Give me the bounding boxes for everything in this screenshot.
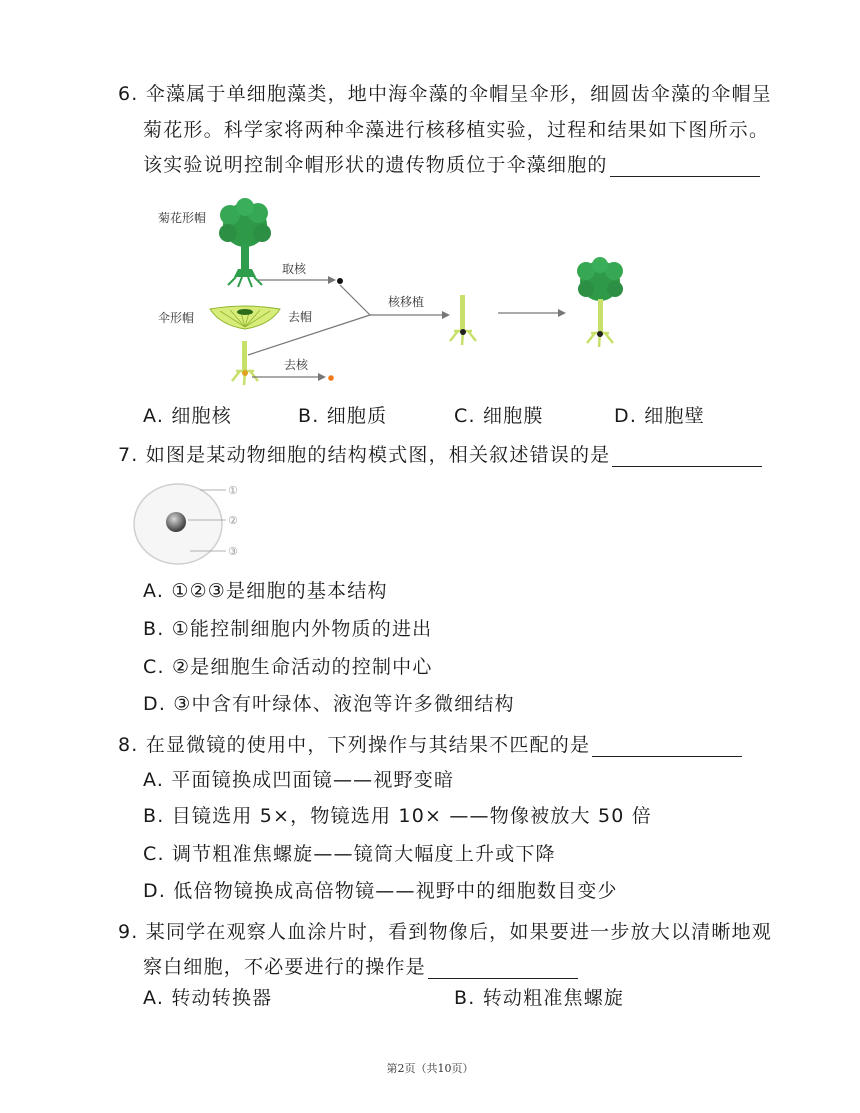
nucleus-dot-black bbox=[337, 278, 343, 284]
q8-answer-blank[interactable] bbox=[592, 736, 742, 757]
label-chrysanthemum-cap: 菊花形帽 bbox=[158, 211, 207, 225]
q7-figure-animal-cell bbox=[130, 474, 260, 574]
q6-answer-blank[interactable] bbox=[610, 156, 760, 177]
q8-option-d[interactable]: D. 低倍物镜换成高倍物镜——视野中的细胞数目变少 bbox=[143, 880, 618, 902]
q6-figure-nuclear-transplant bbox=[150, 195, 650, 395]
label-nuclear-transplant: 核移植 bbox=[388, 295, 425, 309]
umbrella-cap-alga bbox=[210, 306, 280, 385]
label-take-nucleus: 取核 bbox=[282, 262, 307, 276]
q7-answer-blank[interactable] bbox=[612, 446, 762, 467]
q9-stem-line2 bbox=[143, 955, 578, 979]
q9-stem-text: 察白细胞，不必要进行的操作是 bbox=[143, 956, 426, 978]
label-remove-cap: 去帽 bbox=[288, 310, 313, 324]
q7-option-c[interactable]: C. ②是细胞生命活动的控制中心 bbox=[143, 656, 433, 678]
q6-stem-line3 bbox=[143, 153, 760, 177]
q7-option-b[interactable]: B. ①能控制细胞内外物质的进出 bbox=[143, 618, 433, 640]
q6-option-c[interactable]: C. 细胞膜 bbox=[454, 405, 544, 427]
cell-nucleus bbox=[166, 512, 186, 532]
transplanted-stalk bbox=[450, 295, 476, 345]
cell-label-1: ① bbox=[228, 484, 238, 497]
cell-label-2: ② bbox=[228, 514, 238, 527]
q6-option-b[interactable]: B. 细胞质 bbox=[298, 405, 388, 427]
chrysanthemum-cap-alga bbox=[219, 198, 271, 287]
regenerated-chrysanthemum-alga bbox=[577, 257, 623, 347]
page-footer: 第2页（共10页） bbox=[386, 1062, 474, 1075]
q6-stem-line2: 菊花形。科学家将两种伞藻进行核移植实验，过程和结果如下图所示。 bbox=[143, 119, 770, 141]
q6-option-a[interactable]: A. 细胞核 bbox=[143, 405, 232, 427]
q7-option-d[interactable]: D. ③中含有叶绿体、液泡等许多微细结构 bbox=[143, 693, 515, 715]
q7-option-a[interactable]: A. ①②③是细胞的基本结构 bbox=[143, 580, 388, 602]
label-remove-nucleus: 去核 bbox=[284, 358, 309, 372]
nucleus-dot-orange bbox=[328, 375, 334, 381]
q8-stem-text: 8. 在显微镜的使用中，下列操作与其结果不匹配的是 bbox=[118, 734, 591, 756]
label-umbrella-cap: 伞形帽 bbox=[158, 311, 195, 325]
q9-stem-line1: 9. 某同学在观察人血涂片时，看到物像后，如果要进一步放大以清晰地观 bbox=[118, 921, 772, 943]
q8-option-b[interactable]: B. 目镜选用 5×，物镜选用 10× ——物像被放大 50 倍 bbox=[143, 805, 652, 827]
q8-option-a[interactable]: A. 平面镜换成凹面镜——视野变暗 bbox=[143, 769, 455, 791]
q9-option-b[interactable]: B. 转动粗准焦螺旋 bbox=[454, 987, 625, 1009]
q9-answer-blank[interactable] bbox=[428, 958, 578, 979]
q8-option-c[interactable]: C. 调节粗准焦螺旋——镜筒大幅度上升或下降 bbox=[143, 843, 556, 865]
q6-option-d[interactable]: D. 细胞壁 bbox=[614, 405, 705, 427]
q6-stem-line1: 6. 伞藻属于单细胞藻类，地中海伞藻的伞帽呈伞形，细圆齿伞藻的伞帽呈 bbox=[118, 83, 772, 105]
cell-label-3: ③ bbox=[228, 545, 238, 558]
q8-stem bbox=[118, 733, 742, 757]
q6-stem-text: 该实验说明控制伞帽形状的遗传物质位于伞藻细胞的 bbox=[143, 154, 608, 176]
q7-stem-text: 7. 如图是某动物细胞的结构模式图，相关叙述错误的是 bbox=[118, 444, 611, 466]
q7-stem bbox=[118, 443, 762, 467]
q9-option-a[interactable]: A. 转动转换器 bbox=[143, 987, 273, 1009]
